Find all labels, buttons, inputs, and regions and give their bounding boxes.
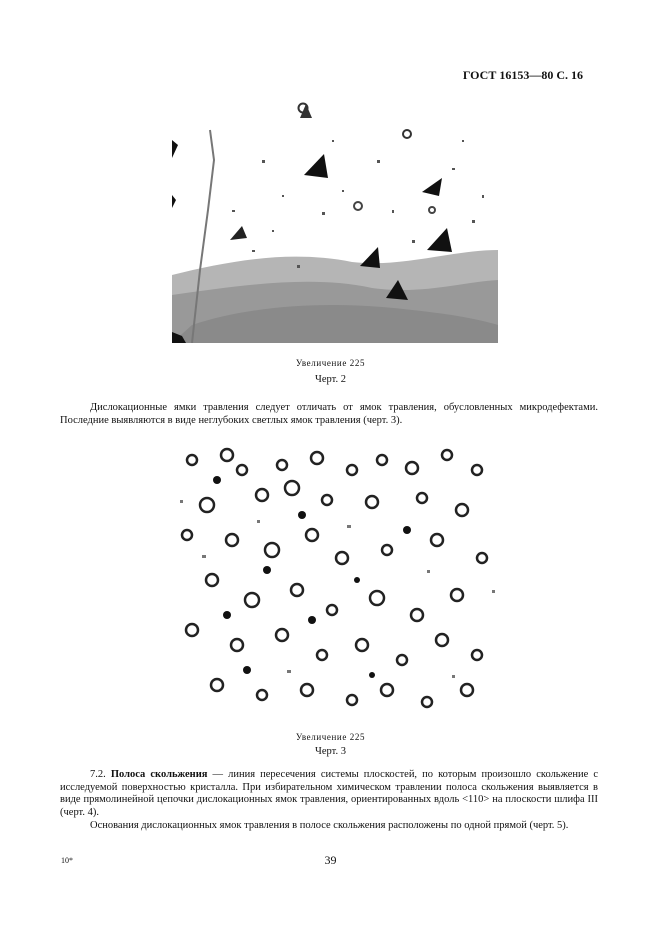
paragraph-slip-band [60, 769, 598, 819]
page-header: ГОСТ 16153—80 С. 16 [462, 68, 583, 82]
slip-band-definition: — линия пересечения системы плоскостей, по которым произошло скольжение с исследуемой поверхностью кристалла. При избирательном химическом травлении полоса скольжения выявляется в виде прямолинейной цепочки дислокационных ямок травления, ориентированных вдоль <110> на плоскости шлифа III (черт. 4). [60, 769, 599, 818]
paragraph-slip-band-bases [60, 820, 598, 833]
figure1-caption: Черт. 2 [315, 374, 346, 385]
slip-band-bases-text: Основания дислокационных ямок травления в полосе скольжения расположены по одной прямой (черт. 5). [90, 820, 569, 831]
micrograph-dislocation-pits [172, 100, 498, 343]
figure1-magnification: Увеличение 225 [295, 358, 366, 368]
figure2-magnification: Увеличение 225 [295, 732, 366, 742]
micrograph-microdefect-pits [172, 440, 498, 715]
section-number: 7.2. [90, 769, 106, 780]
paragraph-etch-pits [60, 402, 598, 427]
paragraph-etch-pits-text: Дислокационные ямки травления следует отличать от ямок травления, обусловленных микродефектами. Последние выявляются в виде неглубоких светлых ямок травления (черт. 3). [60, 402, 598, 426]
footer-note: 10* [61, 856, 73, 865]
figure2-caption: Черт. 3 [315, 746, 346, 757]
term-slip-band: Полоса скольжения [110, 769, 208, 780]
page-number: 39 [324, 853, 337, 867]
